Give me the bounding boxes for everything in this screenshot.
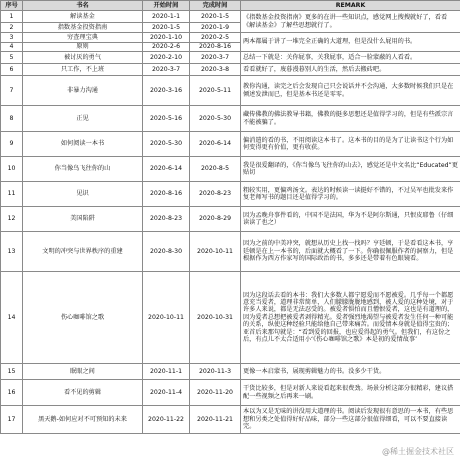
row-no: 8 bbox=[1, 106, 23, 132]
row-no: 14 bbox=[1, 272, 23, 364]
row-end: 2020-8-23 bbox=[190, 182, 241, 207]
row-title: 伤心咖啡馆之歌 bbox=[23, 272, 143, 364]
row-no: 12 bbox=[1, 207, 23, 232]
row-no: 3 bbox=[1, 33, 23, 43]
row-end: 2020-3-8 bbox=[190, 64, 241, 76]
table-row bbox=[1, 364, 460, 380]
row-remark: 我是很爱翻译的，《你当像鸟飞往你的山去》，感觉还是中文名比“Educated”更贴切 bbox=[241, 157, 460, 182]
row-start: 2020-2-10 bbox=[143, 52, 190, 64]
row-start: 2020-10-11 bbox=[143, 272, 190, 364]
table-row bbox=[1, 64, 460, 76]
row-start: 2020-1-1 bbox=[143, 11, 190, 23]
row-title: 穷查理宝典 bbox=[23, 33, 143, 43]
table-row bbox=[1, 11, 460, 23]
row-start: 2020-11-4 bbox=[143, 380, 190, 406]
table-row bbox=[1, 52, 460, 64]
row-no: 2 bbox=[1, 23, 23, 33]
row-end: 2020-1-5 bbox=[190, 11, 241, 23]
row-title: 美国陷阱 bbox=[23, 207, 143, 232]
row-end: 2020-5-30 bbox=[190, 106, 241, 132]
row-remark: 干货比较多，但是对新人来说看起来很费劲。场景分析这部分很精彩，建议搭配一些视频之后再来一刷。 bbox=[241, 380, 460, 406]
row-start: 2020-8-30 bbox=[143, 232, 190, 272]
table-row bbox=[1, 207, 460, 232]
row-no: 13 bbox=[1, 232, 23, 272]
row-no: 15 bbox=[1, 364, 23, 380]
row-end: 2020-2-5 bbox=[190, 33, 241, 43]
row-start: 2020-8-16 bbox=[143, 182, 190, 207]
row-remark: 教你沟通，读完之后会发现自己只会说话并不会沟通，大多数时候我们只是在倾述发泄而已，但是基本书还是零零。 bbox=[241, 76, 460, 106]
row-remark: 因为这段话去看的本书：我们大多数人都宁愿爱而不愿被爱。几乎每一个都愿意充当爱者，道理非常简单，人们朦朦胧胧地感到，被人爱的这种处境，对于许多人来说，都是无法忍受的。被爱者惧怕而且憎恨爱者，这也是有道理的，因为爱者总想把被爱者剥得精光。爱者强烈地渴望与被爱者发生任何一种可能的关系，纵使这种经验只能给他自己带来痛苦。而爱情本身就是值得宝贵的；亚首后来那句就是：“看到爱的回报，也应爱得起的勇气。但我们，有这份之后，有点儿不太合适用小‘《伤心咖啡馆之歌》本是初的爱情故事’ bbox=[241, 272, 460, 364]
row-no: 11 bbox=[1, 182, 23, 207]
row-end: 2020-11-3 bbox=[190, 364, 241, 380]
header-start: 开始时间 bbox=[143, 1, 190, 11]
row-end: 2020-10-31 bbox=[190, 272, 241, 364]
row-no: 4 bbox=[1, 43, 23, 52]
row-start: 2020-2-6 bbox=[143, 43, 190, 52]
row-remark: 总结一下就是：关你屁事，关我屁事，适合一脸蒙蔽的人看看。 bbox=[241, 52, 460, 64]
row-start: 2020-11-22 bbox=[143, 406, 190, 434]
row-title: 眠眼之间 bbox=[23, 364, 143, 380]
table-row bbox=[1, 33, 460, 43]
watermark: @稀土掘金技术社区 bbox=[382, 447, 454, 456]
row-end: 2020-1-9 bbox=[190, 23, 241, 33]
table-row bbox=[1, 132, 460, 157]
row-title: 原则 bbox=[23, 43, 143, 52]
row-start: 2020-1-5 bbox=[143, 23, 190, 33]
row-end: 2020-6-14 bbox=[190, 132, 241, 157]
table-row bbox=[1, 157, 460, 182]
row-title: 黑天鹅-如何应对不可预知的未来 bbox=[23, 406, 143, 434]
row-no: 6 bbox=[1, 64, 23, 76]
row-start: 2020-11-1 bbox=[143, 364, 190, 380]
row-remark: 两本都属于讲了一堆完全正确的大道理，但是没什么屁用的书。 bbox=[241, 33, 460, 52]
row-title: 你当像鸟飞往你的山 bbox=[23, 157, 143, 182]
row-no: 7 bbox=[1, 76, 23, 106]
table-row bbox=[1, 272, 460, 364]
row-start: 2020-8-23 bbox=[143, 207, 190, 232]
row-start: 2020-5-16 bbox=[143, 106, 190, 132]
row-end: 2020-10-11 bbox=[190, 232, 241, 272]
row-title: 非暴力沟通 bbox=[23, 76, 143, 106]
row-remark: 粗较实用，更偏鸡汤文。表达的时候读一读挺好不错的，不过吴军也批发来作复老师写书的题目还是值得学习的。 bbox=[241, 182, 460, 207]
row-remark: 《指数基金投资指南》更多的在讲一些知识点，感觉网上搜搜就好了，看看《解读基金》了解些思想就行了。 bbox=[241, 11, 460, 33]
row-title: 只工作，不上班 bbox=[23, 64, 143, 76]
row-title: 见识 bbox=[23, 182, 143, 207]
row-no: 10 bbox=[1, 157, 23, 182]
row-end: 2020-8-16 bbox=[190, 43, 241, 52]
row-remark: 因为孟晚舟事件看的，中国不是法国，华为不是阿尔斯通，只恨皮耶鲁（仔细读读了也之） bbox=[241, 207, 460, 232]
row-end: 2020-8-5 bbox=[190, 157, 241, 182]
row-no: 16 bbox=[1, 380, 23, 406]
table-row bbox=[1, 76, 460, 106]
row-start: 2020-5-30 bbox=[143, 132, 190, 157]
header-end: 完成时间 bbox=[190, 1, 241, 11]
row-no: 1 bbox=[1, 11, 23, 23]
header-title: 书名 bbox=[23, 1, 143, 11]
row-start: 2020-3-16 bbox=[143, 76, 190, 106]
row-start: 2020-6-14 bbox=[143, 157, 190, 182]
row-end: 2020-8-29 bbox=[190, 207, 241, 232]
row-title: 看不见的剪辑 bbox=[23, 380, 143, 406]
header-no: 序号 bbox=[1, 1, 23, 11]
table-row bbox=[1, 182, 460, 207]
row-start: 2020-3-7 bbox=[143, 64, 190, 76]
row-title: 如何阅读一本书 bbox=[23, 132, 143, 157]
header-remark: REMARK bbox=[241, 1, 460, 11]
table-row bbox=[1, 106, 460, 132]
row-remark: 因为之前的中美冲突，就想从历史上找一找吗？亨廷顿，于是看看这本书，亨廷顿是在上一本书的，后面就大概看了一下。你确很佩服作者的洞察力，但是根据作为西方作家写的国际政治的书，多多还是带着有色眼镜看。 bbox=[241, 232, 460, 272]
row-no: 17 bbox=[1, 406, 23, 434]
table-row bbox=[1, 380, 460, 406]
row-no: 5 bbox=[1, 52, 23, 64]
row-end: 2020-11-20 bbox=[190, 380, 241, 406]
row-remark: 藏传佛教的佛法教导书籍，佛教的挺多思想还是值得学习的，但是有些派宗言不能被骗了。 bbox=[241, 106, 460, 132]
row-title: 指数基金投资指南 bbox=[23, 23, 143, 33]
row-remark: 更像一本启蒙书，展现剪辑魅力的书。没多少干货。 bbox=[241, 364, 460, 380]
row-remark: 本以为又是无味的讲没用大道理的书。阅读后发现很有意思的一本书，有些思想和另类之处值得好好品味，部分一些这部分很值得细看，可以不要直接读完。 bbox=[241, 406, 460, 434]
row-title: 解读基金 bbox=[23, 11, 143, 23]
table-row bbox=[1, 232, 460, 272]
row-end: 2020-3-7 bbox=[190, 52, 241, 64]
row-start: 2020-1-10 bbox=[143, 33, 190, 43]
header-row bbox=[1, 1, 460, 11]
row-title: 文明的冲突与世界秩序的重建 bbox=[23, 232, 143, 272]
table-row bbox=[1, 406, 460, 434]
row-remark: 看看就好了，废暮漫暮别人的生活，然后去搬砖吧。 bbox=[241, 64, 460, 76]
row-title: 被讨厌的勇气 bbox=[23, 52, 143, 64]
row-title: 正见 bbox=[23, 106, 143, 132]
row-end: 2020-5-11 bbox=[190, 76, 241, 106]
row-end: 2020-11-21 bbox=[190, 406, 241, 434]
row-no: 9 bbox=[1, 132, 23, 157]
row-remark: 偏消遣的看的书，不用阅读这本书了。这本书的目的是为了让读书这个行为如何变得更有价值，更有收获。 bbox=[241, 132, 460, 157]
